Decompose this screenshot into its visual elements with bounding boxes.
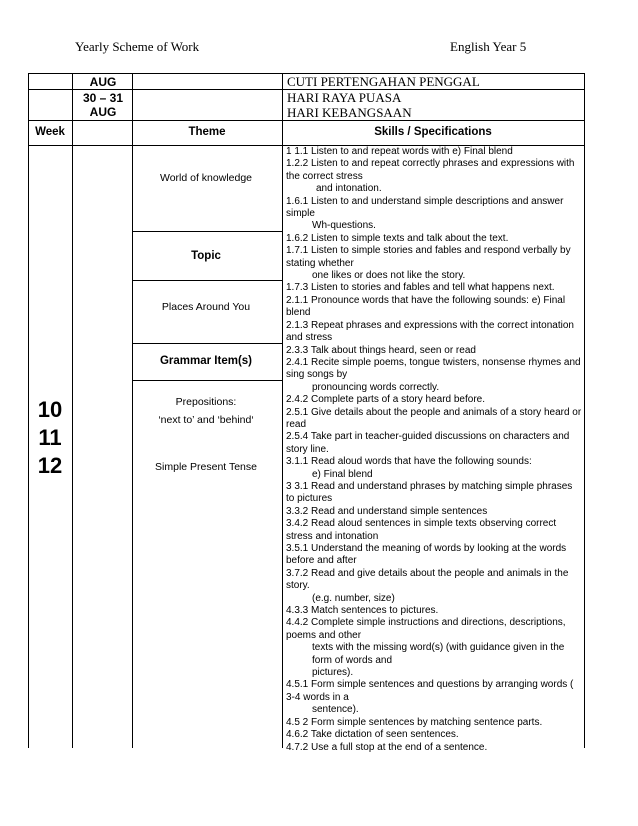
- skill-line: pictures).: [312, 667, 354, 679]
- skill-line: 3.7.2 Read and give details about the people and animals in the story.: [286, 567, 569, 592]
- topic-value: Places Around You: [161, 301, 251, 313]
- skill-line: 2.1.1 Pronounce words that have the following sounds: e) Final blend: [286, 294, 566, 319]
- week-numbers: [28, 396, 72, 480]
- skills-list: [286, 146, 582, 754]
- row2-date-line2: AUG: [89, 105, 117, 119]
- skill-line: and intonation.: [316, 183, 382, 195]
- column-header-skills: Skills / Specifications: [374, 126, 492, 138]
- row2-event-line1: HARI RAYA PUASA: [287, 90, 402, 105]
- skill-line: 4.5 2 Form simple sentences by matching sentence parts.: [286, 716, 543, 728]
- skill-line: 2.3.3 Talk about things heard, seen or read: [286, 344, 476, 356]
- row2-event-line2: HARI KEBANGSAAN: [287, 105, 412, 120]
- grammar-item-next-to-behind: ‘next to’ and ‘behind‘: [158, 414, 254, 426]
- skill-line: 3.4.2 Read aloud sentences in simple texts observing correct stress and intonation: [286, 518, 557, 542]
- grammar-item-simple-present: Simple Present Tense: [155, 461, 257, 473]
- skill-line: 2.4.1 Recite simple poems, tongue twisters, nonsense rhymes and sing songs by: [286, 356, 581, 381]
- skill-line: 4.6.2 Take dictation of seen sentences.: [286, 729, 459, 741]
- grammar-item-prepositions: Prepositions:: [175, 396, 237, 408]
- column-header-theme: Theme: [188, 126, 226, 138]
- theme-value: World of knowledge: [159, 172, 253, 184]
- topic-label: Topic: [191, 250, 221, 262]
- skill-line: Wh-questions.: [312, 220, 376, 232]
- skill-line: 3.3.2 Read and understand simple sentences: [286, 505, 488, 517]
- document-header-right: English Year 5: [450, 39, 527, 54]
- row1-date: AUG: [89, 75, 117, 89]
- skill-line: 3.1.1 Read aloud words that have the following sounds:: [286, 456, 532, 468]
- skill-line: 4.4.2 Complete simple instructions and directions, descriptions, poems and other: [286, 617, 566, 641]
- skill-line: 2.1.3 Repeat phrases and expressions with the correct intonation and stress: [286, 319, 574, 344]
- skill-line: 4.7.2 Use a full stop at the end of a sentence.: [286, 741, 488, 753]
- skill-line: 1.6.2 Listen to simple texts and talk about the text.: [286, 232, 509, 244]
- document-header-left: Yearly Scheme of Work: [75, 39, 200, 54]
- week-number: 10: [37, 397, 63, 422]
- skill-line: 1.7.1 Listen to simple stories and fables and respond verbally by stating whether: [286, 245, 571, 269]
- skill-line: 2.5.4 Take part in teacher-guided discussions on characters and story line.: [286, 431, 570, 455]
- skill-line: 2.4.2 Complete parts of a story heard before.: [286, 394, 485, 406]
- skill-line: pronouncing words correctly.: [312, 381, 440, 393]
- row2-date-line1: 30 – 31: [82, 91, 124, 105]
- skill-line: 1.2.2 Listen to and repeat correctly phrases and expressions with the correct stress: [286, 158, 575, 182]
- skill-line: 4.5.1 Form simple sentences and questions by arranging words ( 3-4 words in a: [286, 679, 574, 703]
- column-header-week: Week: [35, 126, 65, 138]
- skill-line: e) Final blend: [312, 468, 373, 480]
- skill-line: 3 3.1 Read and understand phrases by matching simple phrases to pictures: [286, 480, 573, 505]
- skill-line: one likes or does not like the story.: [312, 270, 466, 282]
- skill-line: sentence).: [312, 704, 359, 716]
- grammar-label: Grammar Item(s): [159, 355, 253, 367]
- skill-line: texts with the missing word(s) (with guidance given in the form of words and: [312, 642, 565, 666]
- week-number: 11: [38, 425, 62, 450]
- skill-line: 2.5.1 Give details about the people and animals of a story heard or read: [286, 406, 582, 430]
- skill-line: 1.6.1 Listen to and understand simple descriptions and answer simple: [286, 195, 564, 220]
- skill-line: 1 1.1 Listen to and repeat words with e) Final blend: [286, 146, 513, 157]
- skill-line: 4.3.3 Match sentences to pictures.: [286, 605, 439, 617]
- skill-line: (e.g. number, size): [312, 592, 395, 604]
- skill-line: 1.7.3 Listen to stories and fables and tell what happens next.: [286, 282, 555, 294]
- skill-line: 3.5.1 Understand the meaning of words by looking at the words before and after: [286, 543, 567, 567]
- week-number: 12: [37, 453, 63, 478]
- row1-event: CUTI PERTENGAHAN PENGGAL: [287, 74, 480, 89]
